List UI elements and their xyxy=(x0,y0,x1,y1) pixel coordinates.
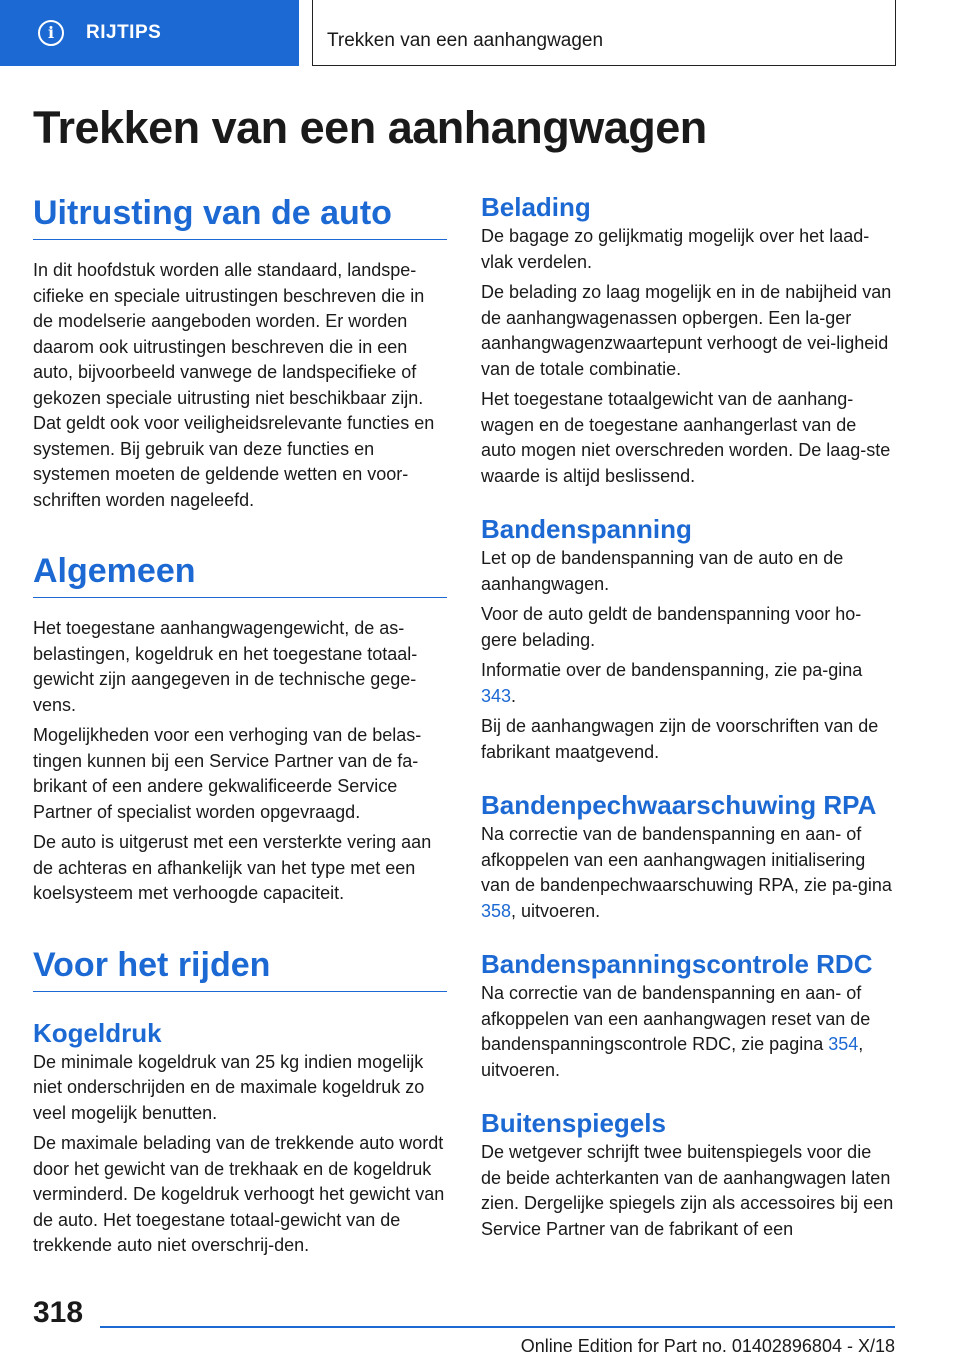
paragraph: De belading zo laag mogelijk en in de nabijheid van de aanhangwagenassen opbergen. Een la-ger aanhangwagenzwaartepunt verhoogt de vei-ligheid van de totale combinatie. xyxy=(481,282,892,379)
page-header xyxy=(0,0,960,66)
paragraph: De maximale belading van de trekkende auto wordt door het gewicht van de trekhaak en de kogeldruk verminderd. De kogeldruk verhoogt het gewicht van de auto. Het toegestane totaal-gewicht van de trekkende auto niet overschrij-den. xyxy=(33,1133,445,1255)
heading-voor-het-rijden: Voor het rijden xyxy=(33,944,447,992)
page-number: 318 xyxy=(33,1296,84,1329)
paragraph: De minimale kogeldruk van 25 kg indien mogelijk niet onderschrijden en de maximale kogeldruk zo veel mogelijk benutten. xyxy=(33,1051,425,1123)
paragraph: Het toegestane totaalgewicht van de aanhang-wagen en de toegestane aanhangerlast van de auto mogen niet overschreden worden. De laag-ste waarde is altijd beslissend. xyxy=(481,389,891,486)
paragraph: De auto is uitgerust met een versterkte vering aan de achteras en afhankelijk van het type met een koelsysteem met verhoogde capaciteit. xyxy=(33,832,432,903)
footer-edition: Online Edition for Part no. 01402896804 - X/18 xyxy=(520,1336,895,1356)
paragraph xyxy=(481,822,895,924)
page-link-354[interactable]: 354 xyxy=(828,1034,859,1054)
heading-belading: Belading xyxy=(481,192,591,222)
text-span: Informatie over de bandenspanning, zie pa-gina xyxy=(481,660,863,680)
paragraph: Mogelijkheden voor een verhoging van de belas-tingen kunnen bij een Service Partner van de fa-brikant of een andere gekwalificeerde Service Partner of specialist worden opgevraagd. xyxy=(33,725,422,822)
heading-uitrusting: Uitrusting van de auto xyxy=(33,192,447,240)
text-span: , uitvoeren. xyxy=(511,900,601,921)
info-icon: i xyxy=(38,20,64,46)
heading-buitenspiegels: Buitenspiegels xyxy=(481,1108,666,1138)
right-column xyxy=(481,192,895,1247)
paragraph: De bagage zo gelijkmatig mogelijk over het laad-vlak verdelen. xyxy=(481,226,870,272)
page-link-343[interactable]: 343 xyxy=(481,685,512,706)
paragraph: In dit hoofdstuk worden alle standaard, landspe-cifieke en speciale uitrustingen beschreven die in de modelserie aangeboden worden. Er worden daarom ook uitrustingen beschreven die in een auto, bijvoorbeeld vanwege de landspecifieke of gekozen speciale uitrusting niet beschikbaar zijn. Dat geldt ook voor veiligheidsrelevante functies en systemen. Bij gebruik van deze functies en systemen moeten de geldende wetten en voor-schriften worden nageleefd. xyxy=(33,260,435,510)
heading-kogeldruk: Kogeldruk xyxy=(33,1017,162,1048)
paragraph xyxy=(481,658,895,709)
text-span: , uitvoeren. xyxy=(481,1034,864,1080)
paragraph: Voor de auto geldt de bandenspanning voor ho-gere belading. xyxy=(481,604,862,650)
text-span: Na correctie van de bandenspanning en aan- of afkoppelen van een aanhangwagen initialisering van de bandenpechwaarschuwing RPA, zie pa-gina xyxy=(481,824,892,895)
paragraph: Let op de bandenspanning van de auto en de aanhangwagen. xyxy=(481,548,844,594)
heading-rpa: Bandenpechwaarschuwing RPA xyxy=(481,790,877,820)
text-span: Na correctie van de bandenspanning en aan- of afkoppelen van een aanhangwagen reset van de bandenspanningscontrole RDC, zie pagina xyxy=(481,983,871,1054)
paragraph: Bij de aanhangwagen zijn de voorschriften van de fabrikant maatgevend. xyxy=(481,716,879,762)
paragraph: Het toegestane aanhangwagengewicht, de as-belastingen, kogeldruk en het toegestane totaal-gewicht zijn aangegeven in de technische gege-vens. xyxy=(33,618,418,715)
page-title: Trekken van een aanhangwagen xyxy=(33,102,707,153)
paragraph xyxy=(481,981,895,1083)
page-link-358[interactable]: 358 xyxy=(481,900,512,921)
heading-bandenspanning: Bandenspanning xyxy=(481,514,692,544)
text-span: . xyxy=(511,685,517,706)
header-title: Trekken van een aanhangwagen xyxy=(327,30,604,51)
left-column xyxy=(33,192,447,1264)
heading-algemeen: Algemeen xyxy=(33,550,447,598)
heading-rdc: Bandenspanningscontrole RDC xyxy=(481,949,873,979)
paragraph: De wetgever schrijft twee buitenspiegels voor die de beide achterkanten van de aanhangwagen laten zien. Dergelijke spiegels zijn als accessoires bij een Service Partner van de fabrikant of een xyxy=(481,1142,894,1239)
section-label: RIJTIPS xyxy=(86,22,162,43)
footer-divider xyxy=(100,1326,895,1328)
header-title-box xyxy=(312,0,896,66)
section-tab[interactable] xyxy=(0,0,299,66)
